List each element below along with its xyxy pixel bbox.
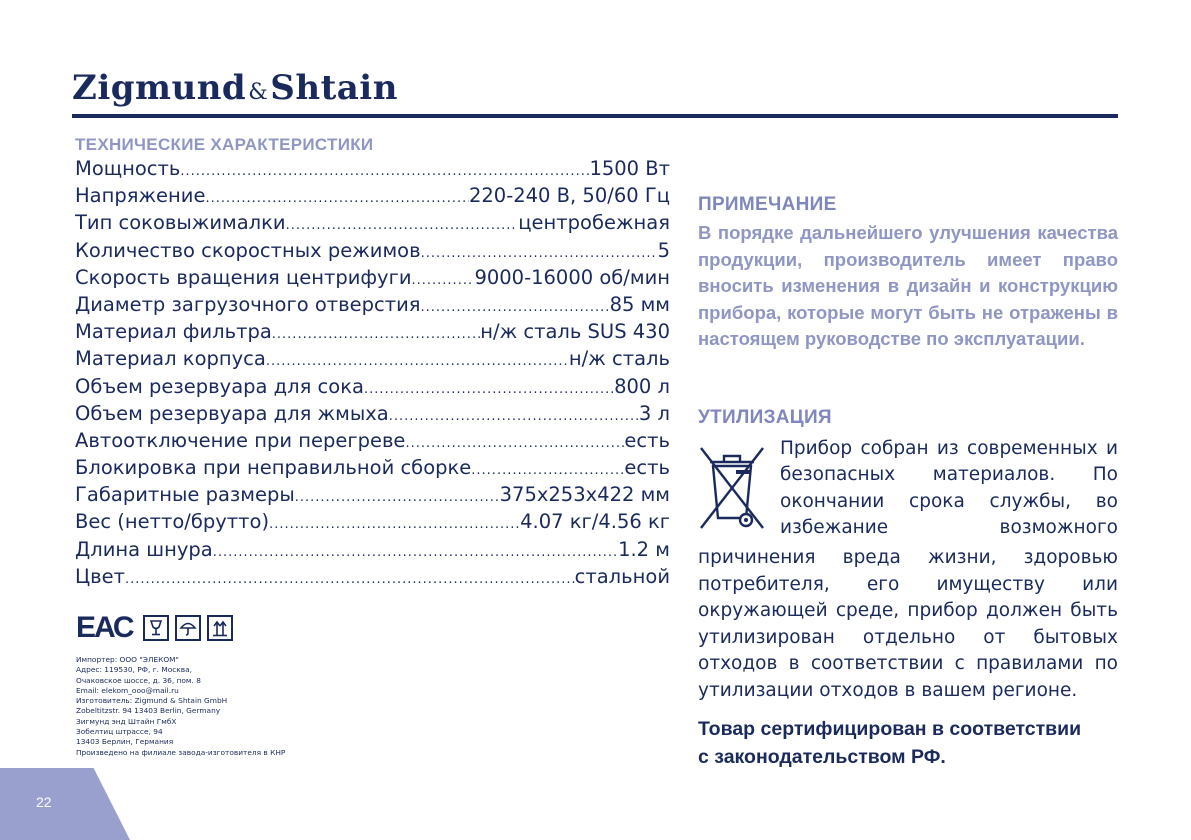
- spec-name: Объем резервуара для сока: [75, 374, 364, 398]
- spec-row: [75, 211, 670, 238]
- header-divider: [72, 114, 1118, 118]
- spec-value: стальной: [574, 564, 670, 588]
- spec-value: есть: [624, 456, 670, 480]
- spec-value: н/ж сталь: [568, 347, 670, 371]
- cert-marks: [76, 613, 233, 643]
- spec-row: [75, 456, 670, 483]
- note-heading: ПРИМЕЧАНИЕ: [698, 194, 837, 215]
- spec-value: 1500 Вт: [589, 157, 670, 180]
- spec-value: 5: [657, 238, 670, 262]
- spec-row: [75, 266, 670, 293]
- fragile-glass-icon: [143, 615, 169, 641]
- spec-leader-dots: [421, 246, 658, 261]
- spec-row: [75, 483, 670, 510]
- spec-leader-dots: [364, 382, 614, 397]
- spec-name: Материал корпуса: [75, 347, 266, 371]
- brand-ampersand: &: [248, 80, 269, 105]
- spec-value: 85 мм: [609, 292, 670, 316]
- spec-name: Объем резервуара для жмыха: [75, 401, 389, 425]
- importer-line: Изготовитель: Zigmund & Shtain GmbH: [76, 696, 228, 706]
- spec-name: Автоотключение при перегреве: [75, 428, 406, 452]
- spec-row: [75, 538, 670, 565]
- importer-info: [76, 655, 285, 758]
- spec-leader-dots: [266, 354, 569, 369]
- spec-value: 220-240 В, 50/60 Гц: [468, 184, 670, 208]
- page-number: 22: [36, 794, 52, 810]
- importer-line: Адрес: 119530, РФ, г. Москва,: [76, 665, 192, 675]
- importer-line: 13403 Берлин, Германия: [76, 737, 174, 747]
- page-corner: [0, 768, 130, 840]
- spec-row: [75, 402, 670, 429]
- spec-value: 4.07 кг/4.56 кг: [520, 510, 670, 534]
- spec-value: центробежная: [518, 211, 670, 235]
- spec-value: н/ж сталь SUS 430: [480, 320, 670, 344]
- importer-line: Zobeltitzstr. 94 13403 Berlin, Germany: [76, 706, 221, 716]
- note-text: В порядке дальнейшего улучшения качества продукции, производитель имеет право вносить изменения в дизайн и конструкцию прибора, которые могут быть не отражены в настоящем руководстве по эксплуатации.: [698, 222, 1118, 349]
- disposal-text-top: Прибор собран из современных и безопасных материалов. По окончании срока службы, во избежание возможного: [780, 438, 1118, 538]
- importer-line: Произведено на филиале завода-изготовителя в КНР: [76, 747, 286, 757]
- keep-dry-umbrella-icon: [175, 615, 201, 641]
- eac-mark-icon: ЕАС: [76, 611, 133, 644]
- specs-title: ТЕХНИЧЕСКИЕ ХАРАКТЕРИСТИКИ: [75, 135, 374, 154]
- spec-leader-dots: [421, 300, 610, 315]
- spec-leader-dots: [125, 572, 575, 587]
- spec-row: [75, 239, 670, 266]
- spec-value: 3 л: [638, 401, 670, 425]
- spec-name: Вес (нетто/брутто): [75, 510, 270, 534]
- spec-name: Напряжение: [75, 184, 206, 208]
- this-way-up-icon: [207, 615, 233, 641]
- spec-row: [75, 320, 670, 347]
- spec-leader-dots: [205, 191, 469, 206]
- importer-line: Зобелтиц штрассе, 94: [76, 727, 163, 737]
- spec-row: [75, 184, 670, 211]
- spec-name: Габаритные размеры: [75, 483, 295, 507]
- spec-value: 800 л: [614, 374, 670, 398]
- spec-leader-dots: [295, 490, 500, 505]
- spec-name: Тип соковыжималки: [75, 211, 286, 235]
- spec-value: есть: [624, 428, 670, 452]
- spec-leader-dots: [286, 218, 519, 233]
- spec-value: 375x253x422 мм: [499, 483, 670, 507]
- spec-row: [75, 375, 670, 402]
- spec-row: [75, 510, 670, 537]
- importer-line: Зигмунд энд Штайн ГмбХ: [76, 716, 177, 726]
- spec-leader-dots: [269, 517, 520, 532]
- brand-name-left: Zigmund: [72, 68, 247, 108]
- spec-leader-dots: [389, 409, 639, 424]
- importer-line: Импортер: ООО "ЭЛЕКОМ": [76, 655, 179, 664]
- disposal-text-bottom: причинения вреда жизни, здоровью потребителя, его имуществу или окружающей среде, прибор должен быть утилизирован отдельно от бытовых отходов в соответствии с правилами по утилизации отходов в вашем регионе.: [698, 547, 1118, 701]
- spec-name: Длина шнура: [75, 537, 213, 561]
- spec-row: [75, 429, 670, 456]
- brand-name-right: Shtain: [270, 68, 398, 108]
- certification-line-2: с законодательством РФ.: [698, 746, 946, 768]
- spec-leader-dots: [213, 545, 618, 560]
- spec-name: Материал фильтра: [75, 320, 272, 344]
- spec-leader-dots: [471, 463, 624, 478]
- spec-name: Количество скоростных режимов: [75, 238, 421, 262]
- spec-name: Диаметр загрузочного отверстия: [75, 292, 421, 316]
- spec-value: 9000-16000 об/мин: [474, 265, 670, 289]
- spec-row: [75, 347, 670, 374]
- spec-leader-dots: [272, 327, 481, 342]
- importer-line: Очаковское шоссе, д. 36, пом. 8: [76, 675, 201, 685]
- crossed-bin-icon: [698, 440, 766, 534]
- spec-value: 1.2 м: [618, 537, 670, 561]
- spec-row: [75, 293, 670, 320]
- spec-row: [75, 565, 670, 592]
- spec-name: Скорость вращения центрифуги: [75, 265, 412, 289]
- spec-name: Мощность: [75, 157, 181, 180]
- spec-row: [75, 157, 670, 184]
- disposal-heading: УТИЛИЗАЦИЯ: [698, 407, 832, 428]
- specs-list: [75, 157, 670, 592]
- certification-note: [698, 715, 1118, 771]
- spec-leader-dots: [412, 273, 475, 288]
- importer-line: Email: elekom_ooo@mail.ru: [76, 685, 179, 695]
- certification-line-1: Товар сертифицирован в соответствии: [698, 718, 1082, 740]
- spec-name: Цвет: [75, 564, 125, 588]
- spec-leader-dots: [180, 164, 589, 179]
- spec-name: Блокировка при неправильной сборке: [75, 456, 472, 480]
- spec-leader-dots: [405, 436, 624, 451]
- brand-logo: [72, 68, 398, 108]
